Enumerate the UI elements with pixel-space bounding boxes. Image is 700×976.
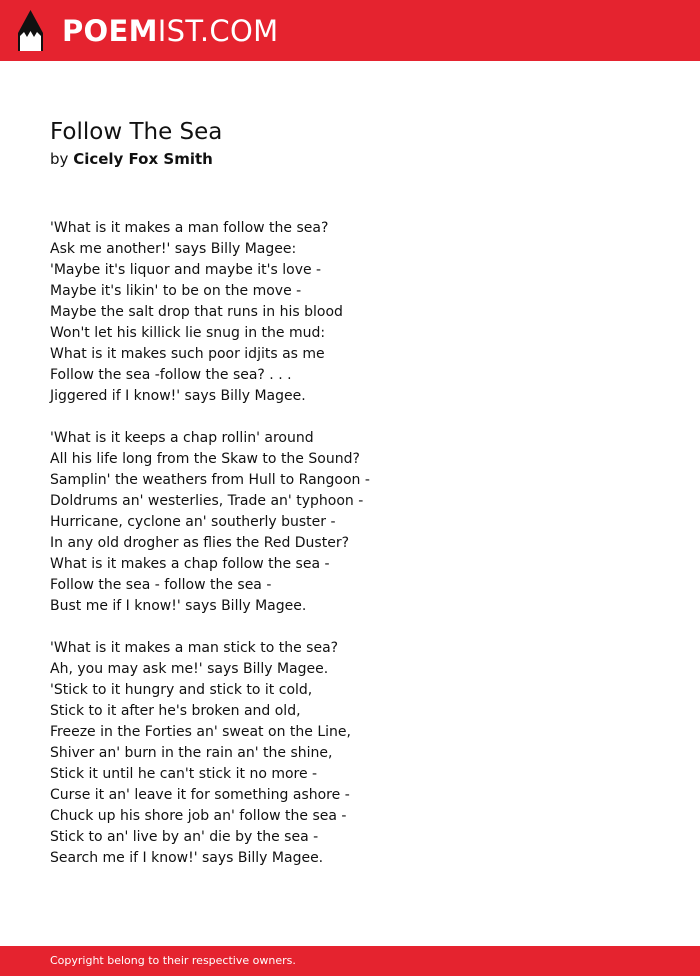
poem-line: Chuck up his shore job an' follow the sea - — [50, 808, 347, 824]
poem-line: What is it makes such poor idjits as me — [50, 346, 325, 362]
poem-body — [50, 218, 650, 890]
poem-line: Ask me another!' says Billy Magee: — [50, 241, 297, 257]
poem-line: In any old drogher as flies the Red Duster? — [50, 535, 350, 551]
logo-text-light: IST.COM — [157, 14, 279, 48]
header-bar — [0, 0, 700, 61]
copyright-notice: Copyright belong to their respective owners. — [50, 954, 296, 967]
poem-line: Won't let his killick lie snug in the mud: — [50, 325, 326, 341]
poem-line: Stick it until he can't stick it no more - — [50, 766, 318, 782]
poem-line: 'What is it makes a man stick to the sea? — [50, 640, 339, 656]
poem-line: Follow the sea - follow the sea - — [50, 577, 272, 593]
poem-stanza — [50, 428, 650, 617]
poem-line: Samplin' the weathers from Hull to Rangoon - — [50, 472, 370, 488]
poem-line: Maybe it's likin' to be on the move - — [50, 283, 302, 299]
poem-line: Jiggered if I know!' says Billy Magee. — [50, 388, 306, 404]
logo-text-bold: POEM — [62, 14, 158, 48]
pencil-tip-icon[interactable] — [18, 10, 43, 51]
site-logo[interactable] — [62, 13, 278, 49]
poem-line: 'Stick to it hungry and stick to it cold, — [50, 682, 313, 698]
poem-author: Cicely Fox Smith — [73, 150, 213, 168]
poem-line: Maybe the salt drop that runs in his blood — [50, 304, 343, 320]
poem-line: Doldrums an' westerlies, Trade an' typhoon - — [50, 493, 364, 509]
poem-line: What is it makes a chap follow the sea - — [50, 556, 330, 572]
poem-line: 'What is it keeps a chap rollin' around — [50, 430, 314, 446]
poem-line: Hurricane, cyclone an' southerly buster - — [50, 514, 336, 530]
poem-title: Follow The Sea — [50, 119, 223, 145]
poem-line: Follow the sea -follow the sea? . . . — [50, 367, 292, 383]
poem-line: Stick to an' live by an' die by the sea - — [50, 829, 319, 845]
poem-line: 'What is it makes a man follow the sea? — [50, 220, 329, 236]
poem-line: Search me if I know!' says Billy Magee. — [50, 850, 324, 866]
poem-byline — [50, 149, 213, 169]
poem-line: Stick to it after he's broken and old, — [50, 703, 301, 719]
poem-line: Ah, you may ask me!' says Billy Magee. — [50, 661, 329, 677]
poem-line: Freeze in the Forties an' sweat on the Line, — [50, 724, 351, 740]
poem-line: Shiver an' burn in the rain an' the shine, — [50, 745, 333, 761]
footer-bar — [0, 946, 700, 976]
poem-line: 'Maybe it's liquor and maybe it's love - — [50, 262, 322, 278]
poem-stanza — [50, 218, 650, 407]
by-label: by — [50, 150, 69, 168]
poem-line: All his life long from the Skaw to the Sound? — [50, 451, 360, 467]
poem-stanza — [50, 638, 650, 869]
poem-line: Bust me if I know!' says Billy Magee. — [50, 598, 307, 614]
poem-line: Curse it an' leave it for something ashore - — [50, 787, 350, 803]
